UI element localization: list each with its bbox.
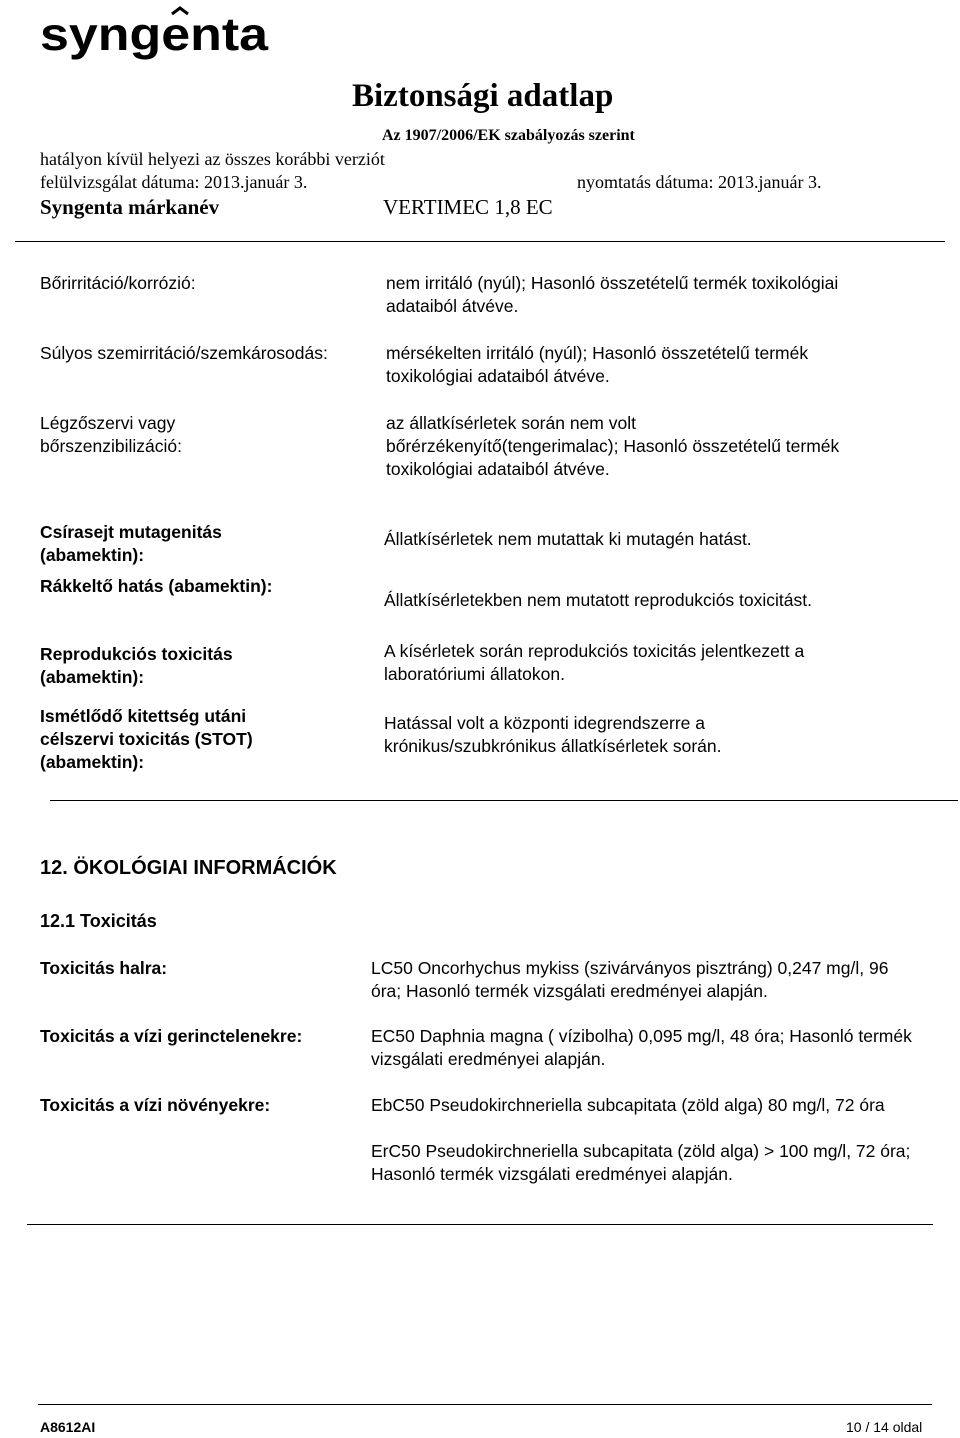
- revision-date: felülvizsgálat dátuma: 2013.január 3.: [40, 172, 308, 192]
- fish-toxicity-label: Toxicitás halra:: [40, 958, 168, 978]
- invertebrate-toxicity-value: EC50 Daphnia magna ( vízibolha) 0,095 mg/l, 48 óra; Hasonló termék vizsgálati eredményei alapján.: [371, 1026, 912, 1069]
- print-date: nyomtatás dátuma: 2013.január 3.: [577, 172, 822, 192]
- footer-divider: [38, 1404, 932, 1405]
- section-12-title: 12. ÖKOLÓGIAI INFORMÁCIÓK: [40, 857, 337, 879]
- syngenta-logo: [40, 6, 270, 66]
- plant-toxicity-label: Toxicitás a vízi növényekre:: [40, 1095, 271, 1115]
- supersedes-note: hatályon kívül helyezi az összes korábbi verziót: [40, 149, 385, 169]
- product-name: VERTIMEC 1,8 EC: [383, 195, 553, 219]
- document-title: Biztonsági adatlap: [352, 78, 614, 114]
- skin-irritation-value: nem irritáló (nyúl); Hasonló összetételű termék toxikológiai adataiból átvéve.: [386, 273, 839, 316]
- plant-toxicity-value-ebc50: EbC50 Pseudokirchneriella subcapitata (zöld alga) 80 mg/l, 72 óra: [371, 1095, 885, 1115]
- brand-label: Syngenta márkanév: [40, 195, 220, 219]
- stot-label: Ismétlődő kitettség utáni célszervi toxicitás (STOT) (abamektin):: [40, 706, 253, 772]
- sensitisation-value: az állatkísérletek során nem volt bőrérzékenyítő(tengerimalac); Hasonló összetételű termék toxikológiai adataiból átvéve.: [386, 413, 840, 479]
- eye-irritation-value: mérsékelten irritáló (nyúl); Hasonló összetételű termék toxikológiai adataiból átvéve.: [386, 343, 809, 386]
- mutagenicity-value: Állatkísérletek nem mutattak ki mutagén hatást.: [384, 529, 752, 549]
- sensitisation-label: Légzőszervi vagy bőrszenzibilizáció:: [40, 413, 183, 456]
- fish-toxicity-value: LC50 Oncorhychus mykiss (szivárványos pisztráng) 0,247 mg/l, 96 óra; Hasonló termék vizsgálati eredményei alapján.: [371, 958, 889, 1001]
- stot-value: Hatással volt a központi idegrendszerre a krónikus/szubkrónikus állatkísérletek során.: [384, 713, 722, 756]
- section-end-divider: [27, 1224, 933, 1225]
- reproductive-toxicity-value: A kísérletek során reprodukciós toxicitás jelentkezett a laboratóriumi állatokon.: [384, 641, 805, 684]
- section-12-1-subtitle: 12.1 Toxicitás: [40, 911, 157, 931]
- svg-text:syngenta: syngenta: [40, 8, 269, 60]
- page-number: 10 / 14 oldal: [846, 1419, 923, 1435]
- header-divider: [15, 241, 945, 242]
- mutagenicity-label: Csírasejt mutagenitás (abamektin):: [40, 522, 222, 565]
- carcinogenicity-value: Állatkísérletekben nem mutatott reprodukciós toxicitást.: [384, 590, 812, 610]
- document-code: A8612AI: [40, 1419, 96, 1435]
- section-divider: [50, 800, 958, 801]
- carcinogenicity-label: Rákkeltő hatás (abamektin):: [40, 576, 273, 596]
- plant-toxicity-value-erc50: ErC50 Pseudokirchneriella subcapitata (zöld alga) > 100 mg/l, 72 óra; Hasonló termék vizsgálati eredményei alapján.: [371, 1141, 911, 1184]
- invertebrate-toxicity-label: Toxicitás a vízi gerinctelenekre:: [40, 1026, 303, 1046]
- reproductive-toxicity-label: Reprodukciós toxicitás (abamektin):: [40, 644, 233, 687]
- eye-irritation-label: Súlyos szemirritáció/szemkárosodás:: [40, 343, 328, 363]
- regulation-note: Az 1907/2006/EK szabályozás szerint: [382, 127, 635, 144]
- skin-irritation-label: Bőrirritáció/korrózió:: [40, 273, 196, 293]
